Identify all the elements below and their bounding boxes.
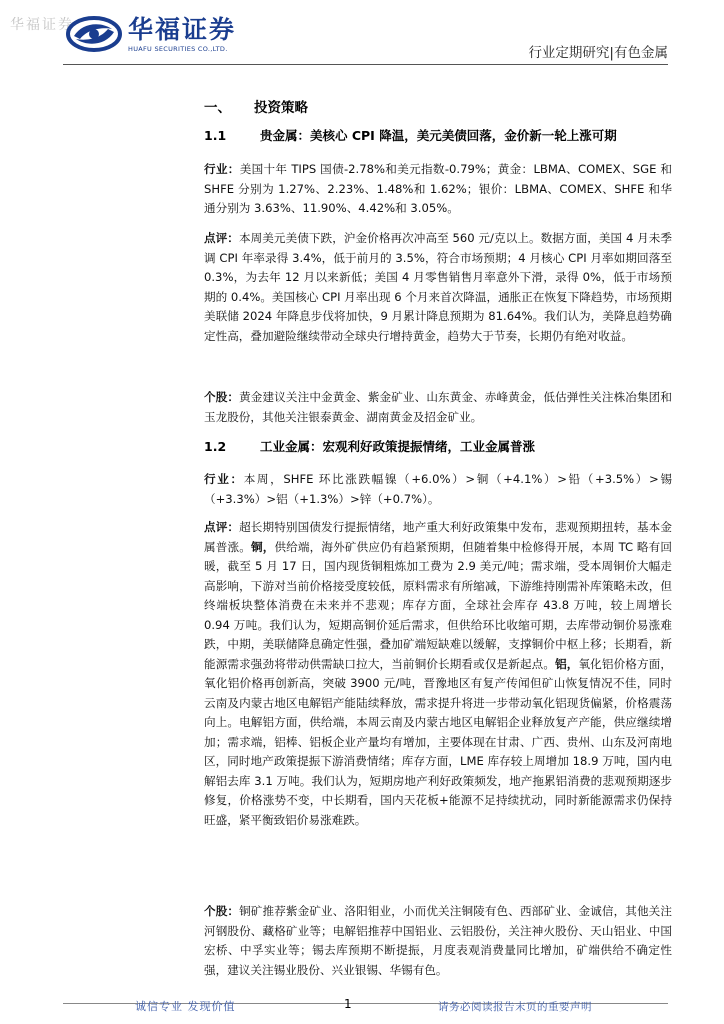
logo-chinese-name: 华福证券 <box>128 14 237 44</box>
watermark-text: 华福证券 <box>10 17 74 33</box>
subsection-number: 1.2 <box>204 439 227 454</box>
huafu-logo-icon <box>66 15 122 53</box>
para-text: 美国十年 TIPS 国债-2.78%和美元指数-0.79%；黄金：LBMA、COMEX、SGE 和 SHFE 分别为 1.27%、2.23%、1.48%和 1.62%；银价：LBMA、COMEX、SHFE 和华通分别为 3.63%、11.90%、4.42%和 3.05%。 <box>204 162 672 215</box>
section-number: 一、 <box>204 100 231 116</box>
para-label: 点评： <box>204 231 239 245</box>
subsection-title: 工业金属：宏观利好政策提振情绪，工业金属普涨 <box>260 439 536 454</box>
para-label: 行业： <box>204 162 240 176</box>
para-label: 个股： <box>204 390 240 404</box>
para-text: 氧化铝价格方面，氧化铝价格再创新高，突破 3900 元/吨，晋豫地区有复产传闻但矿山恢复情况不佳，同时云南及内蒙古地区电解铝产能陆续释放，需求提升将进一步带动氧化铝现货偏紧，价格震荡向上。电解铝方面，供给端，本周云南及内蒙古地区电解铝企业释放复产产能，供应继续增加；需求端，铝棒、铝板企业产量均有增加，主要体现在甘肃、广西、贵州、山东及河南地区，同时地产政策提振下游消费情绪；库存方面，LME 库存较上周增加 18.9 万吨，国内电解铝去库 3.1 万吨。我们认为，短期房地产利好政策频发，地产拖累铝消费的悲观预期逐步修复，价格涨势不变，中长期看，国内天花板+能源不足持续扰动，同时新能源需求仍保持旺盛，紧平衡致铝价易涨难跌。 <box>204 656 672 827</box>
para-label: 个股： <box>204 904 240 918</box>
paragraph-comment-1-2 <box>204 518 672 830</box>
para-label: 行业： <box>204 472 244 486</box>
paragraph-comment-1-1 <box>204 229 672 346</box>
para-text: 供给端，海外矿供应仍有趋紧预期，但随着集中检修得开展，本周 TC 略有回暖，截至 5 月 17 日，国内现货铜粗炼加工费为 2.9 美元/吨；需求端，受本周铜价大幅走高影响，下游对当前价格接受度较低，原料需求有所缩减，下游维持刚需补库策略未改，但终端板块整体消费在未来并不悲观；库存方面，全球社会库存 43.8 万吨，较上周增长 0.94 万吨。我们认为，短期高铜价延后需求，但供给环比收缩可期，去库带动铜价易涨难跌，中期，美联储降息确定性强，叠加矿端短缺难以缓解，支撑铜价中枢上移；长期看，新能源需求强劲将带动供需缺口拉大，当前铜价长期看或仅是新起点。 <box>204 539 672 671</box>
aluminum-label: 铝， <box>555 656 579 671</box>
para-text: 本周美元美债下跌，沪金价格再次冲高至 560 元/克以上。数据方面，美国 4 月未季调 CPI 年率录得 3.4%，低于前月的 3.5%，符合市场预期；4 月核心 CPI 月率如期回落至 0.3%，为去年 12 月以来新低；美国 4 月零售销售月率意外下滑，录得 0%，低于市场预期的 0.4%。美国核心 CPI 月率出现 6 个月来首次降温，通胀正在恢复下降趋势，市场预期美联储 2024 年降息步伐将加快，9 月累计降息预期为 81.64%。我们认为，美降息趋势确定性高，叠加避险继续带动全球央行增持黄金，趋势大于节奏，长期仍有绝对收益。 <box>204 231 672 343</box>
footer-disclaimer: 请务必阅读报告末页的重要声明 <box>438 1001 592 1013</box>
subsection-title: 贵金属：美核心 CPI 降温，美元美债回落，金价新一轮上涨可期 <box>260 128 617 143</box>
para-label: 点评： <box>204 520 240 534</box>
section-title: 投资策略 <box>254 100 308 116</box>
paragraph-stocks-1-1 <box>204 388 672 427</box>
paragraph-industry-1-2 <box>204 470 672 509</box>
section-heading <box>204 96 308 116</box>
paragraph-stocks-1-2 <box>204 902 672 980</box>
para-text: 本周，SHFE 环比涨跌幅镍（+6.0%）>铜（+4.1%）>铅（+3.5%）>锡（+3.3%）>铝（+1.3%）>锌（+0.7%）。 <box>204 472 672 506</box>
subsection-heading-1-2 <box>204 437 535 455</box>
copper-label: 铜， <box>250 539 275 554</box>
para-text: 黄金建议关注中金黄金、紫金矿业、山东黄金、赤峰黄金，低估弹性关注株冶集团和玉龙股份，其他关注银泰黄金、湖南黄金及招金矿业。 <box>204 390 672 424</box>
logo-english-name: HUAFU SECURITIES CO.,LTD. <box>128 44 228 53</box>
para-text: 超长期特别国债发行提振情绪，地产重大利好政策集中发布，悲观预期扭转，基本金属普涨。 <box>204 520 672 554</box>
header-divider <box>63 64 668 65</box>
company-logo <box>66 15 236 53</box>
report-type: 行业定期研究|有色金属 <box>528 45 668 61</box>
subsection-heading-1-1 <box>204 126 617 144</box>
paragraph-industry-1-1 <box>204 160 672 219</box>
subsection-number: 1.1 <box>204 128 227 143</box>
para-text: 铜矿推荐紫金矿业、洛阳钼业，小而优关注铜陵有色、西部矿业、金诚信，其他关注河钢股份、藏格矿业等；电解铝推荐中国铝业、云铝股份，关注神火股份、天山铝业、中国宏桥、中孚实业等；锡去库预期不断提振，月度表观消费量同比增加，矿端供给不确定性强，建议关注锡业股份、兴业银锡、华锡有色。 <box>204 904 672 977</box>
page-number: 1 <box>344 997 352 1011</box>
footer-slogan: 诚信专业 发现价值 <box>135 1000 236 1013</box>
